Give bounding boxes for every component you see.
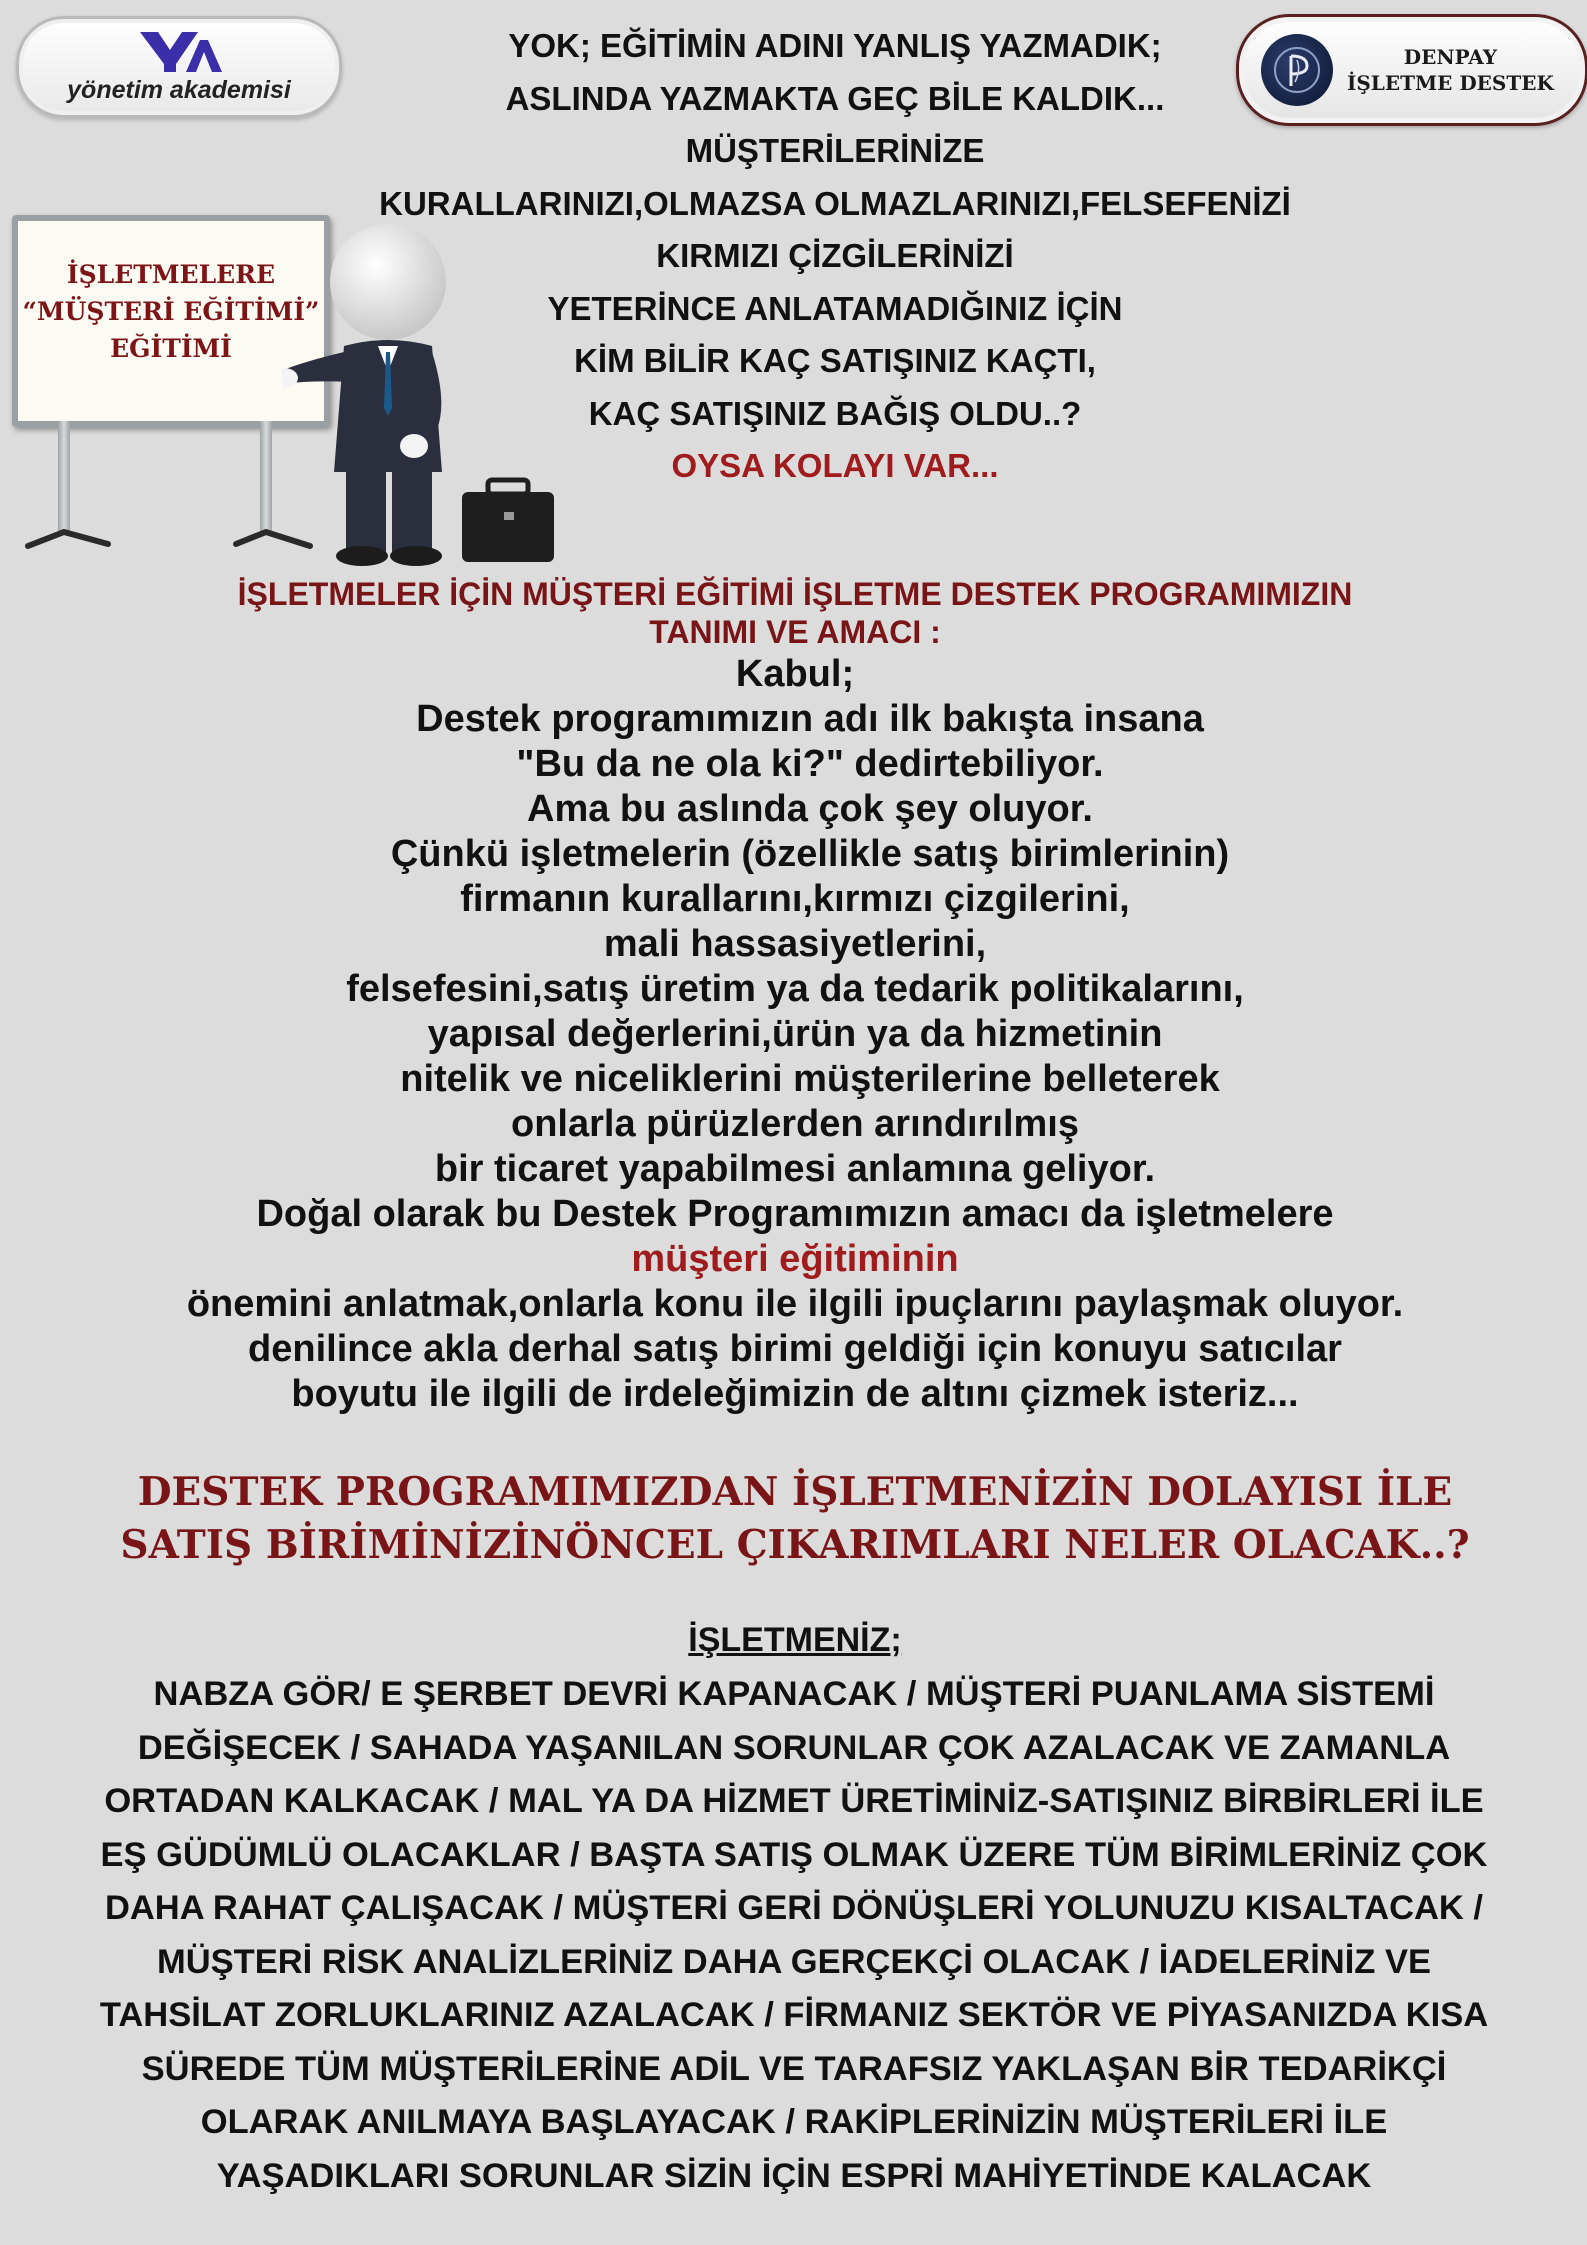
section-title bbox=[60, 575, 1530, 651]
ya-monogram-icon bbox=[136, 30, 222, 74]
section-title-line-1: İŞLETMELER İÇİN MÜŞTERİ EĞİTİMİ İŞLETME DESTEK PROGRAMIMIZIN bbox=[237, 576, 1353, 612]
body-line: Destek programımızın adı ilk bakışta insana bbox=[416, 698, 1204, 740]
outcome-line: EŞ GÜDÜMLÜ OLACAKLAR / BAŞTA SATIŞ OLMAK ÜZERE TÜM BİRİMLERİNİZ ÇOK bbox=[100, 1835, 1488, 1874]
results-outcomes bbox=[14, 1668, 1574, 2203]
headline-line: YOK; EĞİTİMİN ADINI YANLIŞ YAZMADIK; bbox=[508, 27, 1162, 64]
headline-line: MÜŞTERİLERİNİZE bbox=[685, 132, 985, 169]
body-line: yapısal değerlerini,ürün ya da hizmetinin bbox=[427, 1013, 1163, 1055]
body-line: boyutu ile ilgili de irdeleğimizin de altını çizmek isteriz... bbox=[291, 1373, 1299, 1415]
results-title bbox=[60, 1466, 1530, 1572]
outcome-line: TAHSİLAT ZORLUKLARINIZ AZALACAK / FİRMANIZ SEKTÖR VE PİYASANIZDA KISA bbox=[99, 1996, 1489, 2034]
board-line-2: “MÜŞTERİ EĞİTİMİ” bbox=[22, 296, 320, 326]
body-line: Ama bu aslında çok şey oluyor. bbox=[527, 788, 1093, 830]
outcome-line: YAŞADIKLARI SORUNLAR SİZİN İÇİN ESPRİ MAHİYETİNDE KALACAK bbox=[216, 2156, 1372, 2195]
outcome-line: ORTADAN KALKACAK / MAL YA DA HİZMET ÜRETİMİNİZ-SATIŞINIZ BİRBİRLERİ İLE bbox=[104, 1782, 1484, 1820]
headline-line: KURALLARINIZI,OLMAZSA OLMAZLARINIZI,FELSEFENİZİ bbox=[379, 184, 1291, 222]
results-subject: İŞLETMENİZ; bbox=[688, 1621, 902, 1659]
results-title-line-2: SATIŞ BİRİMİNİZİNÖNCEL ÇIKARIMLARI NELER OLACAK..? bbox=[120, 1522, 1470, 1568]
outcome-line: NABZA GÖR/ E ŞERBET DEVRİ KAPANACAK / MÜŞTERİ PUANLAMA SİSTEMİ bbox=[153, 1675, 1435, 1713]
body-line: felsefesini,satış üretim ya da tedarik politikalarını, bbox=[346, 968, 1244, 1010]
body-line: bir ticaret yapabilmesi anlamına geliyor. bbox=[434, 1148, 1156, 1190]
headline-line: KİM BİLİR KAÇ SATIŞINIZ KAÇTI, bbox=[574, 342, 1096, 379]
logo-brand-text: yönetim akademisi bbox=[67, 75, 291, 104]
results-title-line-1: DESTEK PROGRAMIMIZDAN İŞLETMENİZİN DOLAYISI İLE bbox=[137, 1469, 1453, 1515]
body-line: Doğal olarak bu Destek Programımızın amacı da işletmelere bbox=[256, 1193, 1334, 1235]
section-title-line-2: TANIMI VE AMACI : bbox=[649, 614, 941, 650]
outcome-line: DAHA RAHAT ÇALIŞACAK / MÜŞTERİ GERİ DÖNÜŞLERİ YOLUNUZU KISALTACAK / bbox=[104, 1889, 1484, 1927]
program-description bbox=[60, 652, 1530, 1417]
body-line: önemini anlatmak,onlarla konu ile ilgili ipuçlarını paylaşmak oluyor. bbox=[186, 1283, 1404, 1325]
headline-line: KAÇ SATIŞINIZ BAĞIŞ OLDU..? bbox=[588, 394, 1082, 432]
outcome-line: SÜREDE TÜM MÜŞTERİLERİNE ADİL VE TARAFSIZ YAKLAŞAN BİR TEDARİKÇİ bbox=[141, 2049, 1447, 2088]
board-line-1: İŞLETMELERE bbox=[66, 259, 276, 289]
logo-line-2: İŞLETME DESTEK bbox=[1347, 71, 1554, 95]
headline-block bbox=[240, 20, 1430, 493]
outcome-line: MÜŞTERİ RİSK ANALİZLERİNİZ DAHA GERÇEKÇİ OLACAK / İADELERİNİZ VE bbox=[157, 1942, 1431, 1981]
body-line: denilince akla derhal satış birimi geldiği için konuyu satıcılar bbox=[248, 1328, 1342, 1370]
headline-line: YETERİNCE ANLATAMADIĞINIZ İÇİN bbox=[547, 289, 1123, 327]
body-line: onlarla pürüzlerden arındırılmış bbox=[510, 1103, 1079, 1145]
body-highlight: müşteri eğitiminin bbox=[631, 1238, 959, 1280]
body-line: mali hassasiyetlerini, bbox=[603, 923, 987, 965]
board-line-3: EĞİTİMİ bbox=[110, 333, 232, 363]
logo-line-1: DENPAY bbox=[1403, 45, 1498, 69]
headline-highlight: OYSA KOLAYI VAR... bbox=[671, 447, 999, 484]
outcome-line: OLARAK ANILMAYA BAŞLAYACAK / RAKİPLERİNİZİN MÜŞTERİLERİ İLE bbox=[200, 2103, 1388, 2141]
outcome-line: DEĞİŞECEK / SAHADA YAŞANILAN SORUNLAR ÇOK AZALACAK VE ZAMANLA bbox=[137, 1728, 1451, 1767]
body-line: "Bu da ne ola ki?" dedirtebiliyor. bbox=[516, 743, 1104, 785]
body-line: Çünkü işletmelerin (özellikle satış birimlerinin) bbox=[390, 833, 1230, 875]
body-line: nitelik ve niceliklerini müşterilerine belleterek bbox=[400, 1058, 1220, 1100]
headline-line: ASLINDA YAZMAKTA GEÇ BİLE KALDIK... bbox=[505, 79, 1165, 117]
headline-line: KIRMIZI ÇİZGİLERİNİZİ bbox=[656, 237, 1014, 274]
body-line: Kabul; bbox=[735, 653, 855, 695]
body-line: firmanın kurallarını,kırmızı çizgilerini, bbox=[460, 878, 1130, 920]
